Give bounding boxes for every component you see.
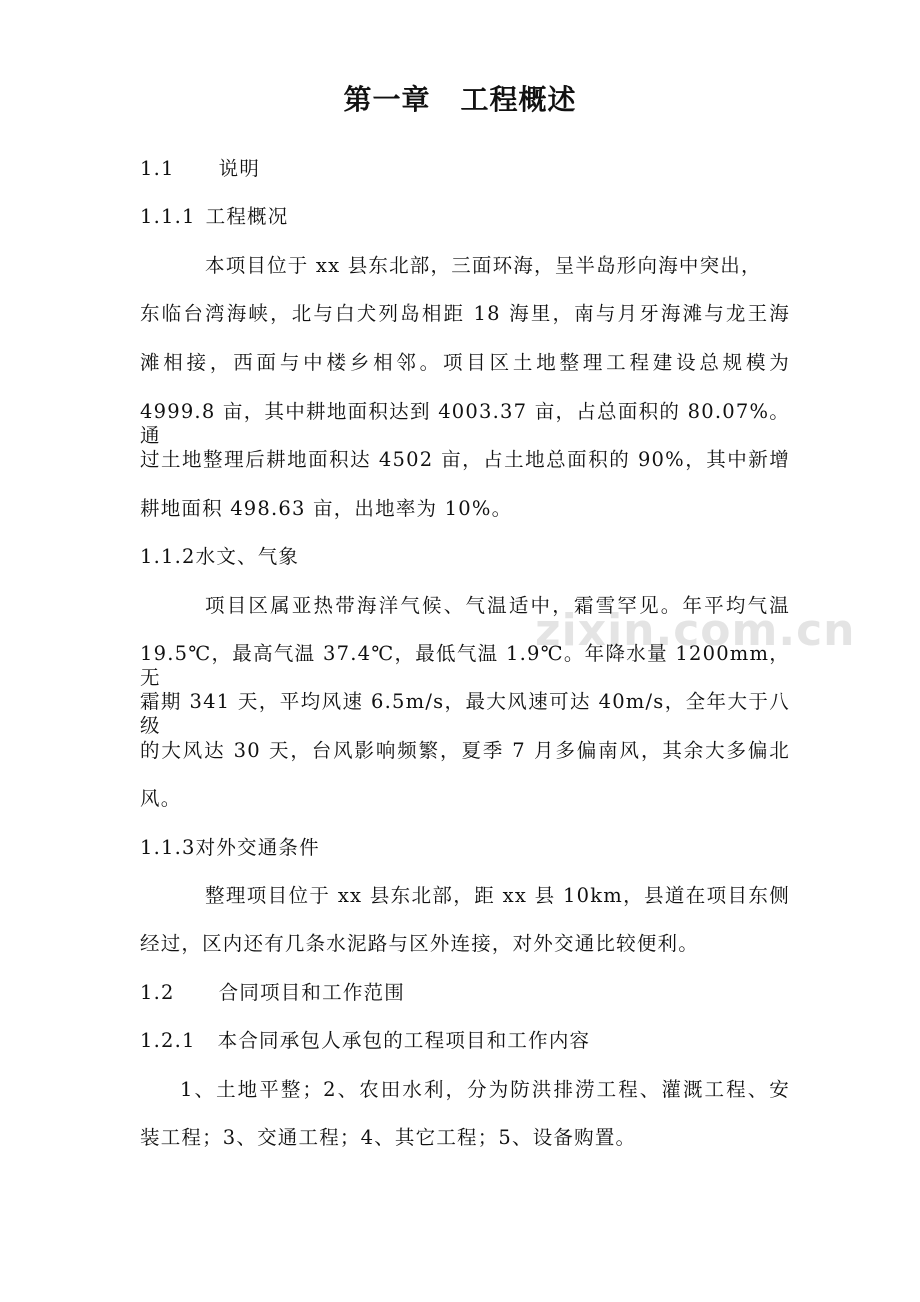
section-heading-1-2: 1.2 合同项目和工作范围: [140, 981, 405, 1004]
para1-line: 本项目位于 xx 县东北部，三面环海，呈半岛形向海中突出，: [205, 254, 762, 277]
para1-line: 过土地整理后耕地面积达 4502 亩，占土地总面积的 90%，其中新增: [140, 448, 790, 471]
section-heading-1-1: 1.1 说明: [140, 157, 261, 180]
para1-line: 滩相接，西面与中楼乡相邻。项目区土地整理工程建设总规模为: [140, 351, 790, 374]
para2-line: 风。: [140, 787, 182, 810]
para3-line: 经过，区内还有几条水泥路与区外连接，对外交通比较便利。: [140, 932, 699, 955]
chapter-name: 工程概述: [460, 83, 577, 116]
para2-line: 19.5℃，最高气温 37.4℃，最低气温 1.9℃。年降水量 1200mm，无: [140, 642, 790, 689]
chapter-number: 第一章: [343, 83, 431, 116]
para4-line: 1、土地平整；2、农田水利，分为防洪排涝工程、灌溉工程、安: [180, 1078, 790, 1101]
para1-line: 东临台湾海峡，北与白犬列岛相距 18 海里，南与月牙海滩与龙王海: [140, 302, 790, 325]
para3-line: 整理项目位于 xx 县东北部，距 xx 县 10km，县道在项目东侧: [205, 884, 790, 907]
para2-line: 项目区属亚热带海洋气候、气温适中，霜雪罕见。年平均气温: [205, 594, 790, 617]
para4-line: 装工程；3、交通工程；4、其它工程；5、设备购置。: [140, 1126, 637, 1149]
section-heading-1-1-3: 1.1.3对外交通条件: [140, 836, 320, 859]
section-heading-1-2-1: 1.2.1 本合同承包人承包的工程项目和工作内容: [140, 1029, 591, 1052]
watermark: zixin.com.cn: [535, 605, 856, 656]
para2-line: 的大风达 30 天，台风影响频繁，夏季 7 月多偏南风，其余大多偏北: [140, 739, 790, 762]
para1-line: 4999.8 亩，其中耕地面积达到 4003.37 亩，占总面积的 80.07%。通: [140, 400, 790, 447]
section-heading-1-1-2: 1.1.2水文、气象: [140, 545, 300, 568]
para1-line: 耕地面积 498.63 亩，出地率为 10%。: [140, 497, 513, 520]
chapter-title: [0, 78, 920, 118]
section-heading-1-1-1: 1.1.1 工程概况: [140, 205, 289, 228]
para2-line: 霜期 341 天，平均风速 6.5m/s，最大风速可达 40m/s，全年大于八级: [140, 690, 790, 737]
